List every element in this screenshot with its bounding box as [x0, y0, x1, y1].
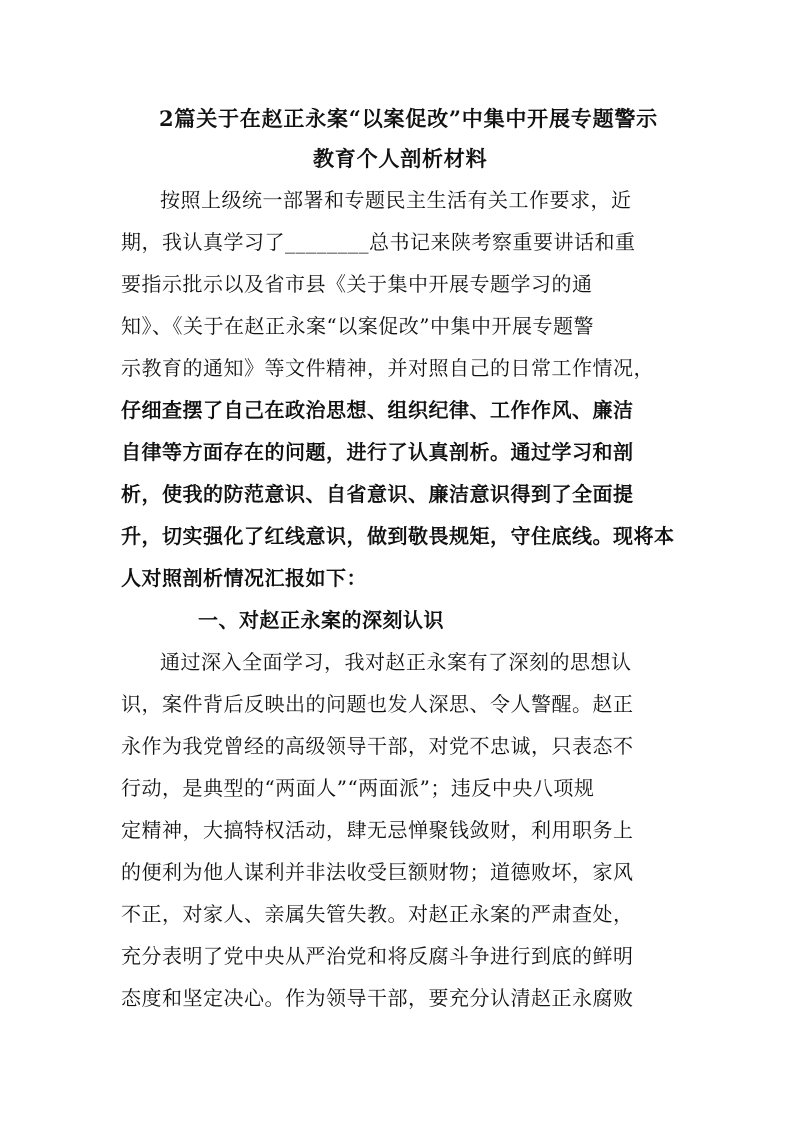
- section-paragraph-line: 态度和坚定决心。作为领导干部，要充分认清赵正永腐败: [121, 986, 634, 1010]
- intro-paragraph-line: 知》、《关于在赵正永案“以案促改”中集中开展专题警: [121, 314, 594, 338]
- intro-paragraph-line: 人对照剖析情况汇报如下：: [121, 566, 367, 590]
- intro-paragraph-line: 自律等方面存在的问题，进行了认真剖析。通过学习和剖: [121, 440, 634, 464]
- section-paragraph-line: 通过深入全面学习，我对赵正永案有了深刻的思想认: [160, 650, 632, 674]
- section-paragraph-line: 识，案件背后反映出的问题也发人深思、令人警醒。赵正: [121, 692, 634, 716]
- document-title-line-2: 教育个人剖析材料: [313, 146, 488, 171]
- document-title-line-1: 2篇关于在赵正永案“以案促改”中集中开展专题警示: [159, 106, 658, 131]
- section-paragraph-line: 永作为我党曾经的高级领导干部，对党不忠诚，只表态不: [121, 734, 634, 758]
- section-paragraph-line: 的便利为他人谋利并非法收受巨额财物；道德败坏，家风: [121, 860, 634, 884]
- section-paragraph-line: 充分表明了党中央从严治党和将反腐斗争进行到底的鲜明: [121, 944, 634, 968]
- intro-paragraph-line: 仔细查摆了自己在政治思想、组织纪律、工作作风、廉洁: [121, 398, 634, 422]
- section-paragraph-line: 定精神，大搞特权活动，肆无忌惮聚钱敛财，利用职务上: [121, 818, 634, 842]
- intro-paragraph-line: 升，切实强化了红线意识，做到敬畏规矩，守住底线。现将本: [121, 524, 675, 548]
- section-paragraph-line: 不正，对家人、亲属失管失教。对赵正永案的严肃查处，: [121, 902, 634, 926]
- section-heading: 一、对赵正永案的深刻认识: [198, 608, 444, 632]
- intro-paragraph-line: 要指示批示以及省市县《关于集中开展专题学习的通: [121, 272, 593, 296]
- section-paragraph-line: 行动，是典型的“两面人”“两面派”；违反中央八项规: [121, 776, 595, 800]
- intro-paragraph-line: 按照上级统一部署和专题民主生活有关工作要求，近: [160, 188, 632, 212]
- intro-paragraph-line: 析，使我的防范意识、自省意识、廉洁意识得到了全面提: [121, 482, 634, 506]
- intro-paragraph-line: 期，我认真学习了________总书记来陕考察重要讲话和重: [121, 230, 636, 254]
- intro-paragraph-line: 示教育的通知》等文件精神，并对照自己的日常工作情况，: [121, 356, 654, 380]
